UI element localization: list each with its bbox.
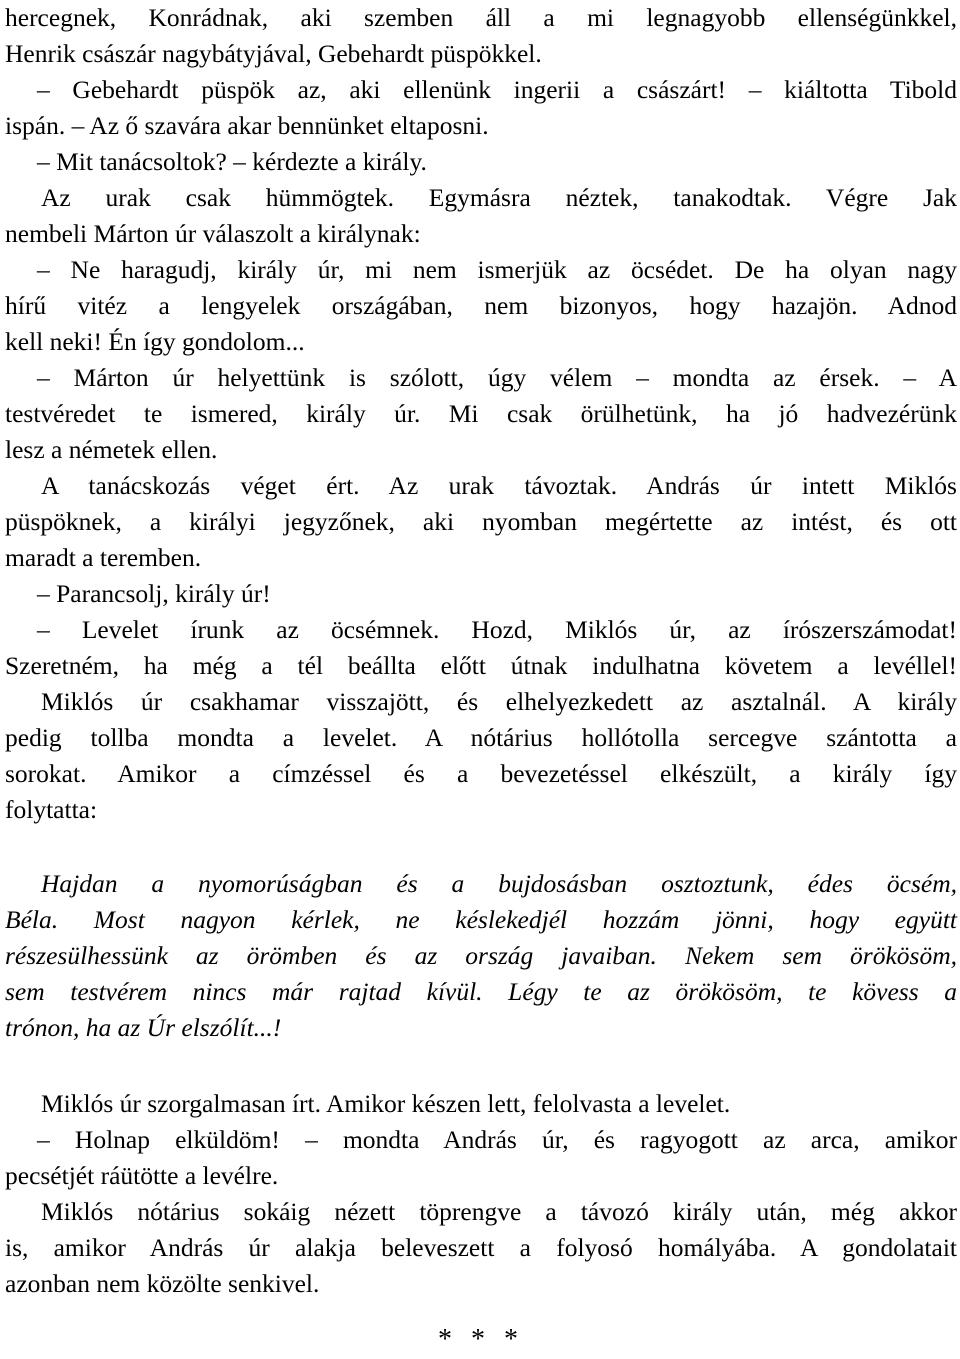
text-line: azonban nem közölte senkivel. (5, 1269, 320, 1298)
text-line: – Ne haragudj, király úr, mi nem ismerjük az öcsédet. De ha olyan nagy (37, 255, 957, 284)
section-separator: * * * (438, 1324, 524, 1355)
text-line: pedig tollba mondta a levelet. A nótárius hollótolla sercegve szántotta a (5, 723, 957, 752)
text-line: Miklós nótárius sokáig nézett töprengve a távozó király után, még akkor (41, 1197, 957, 1226)
letter-line: Hajdan a nyomorúságban és a bujdosásban osztoztunk, édes öcsém, (41, 869, 957, 898)
text-line: is, amikor András úr alakja beleveszett a folyosó homályába. A gondolatait (5, 1233, 957, 1262)
text-line: püspöknek, a királyi jegyzőnek, aki nyomban megértette az intést, és ott (5, 507, 957, 536)
letter-line: részesülhessünk az örömben és az ország javaiban. Nekem sem örökösöm, (5, 941, 957, 970)
text-line: ispán. – Az ő szavára akar bennünket eltaposni. (5, 111, 489, 140)
text-line: kell neki! Én így gondolom... (5, 327, 305, 356)
text-line: Szeretném, ha még a tél beállta előtt útnak indulhatna követem a levéllel! (5, 651, 957, 680)
text-line: lesz a németek ellen. (5, 435, 218, 464)
text-line: sorokat. Amikor a címzéssel és a bevezetéssel elkészült, a király így (5, 759, 957, 788)
letter-line: sem testvérem nincs már rajtad kívül. Légy te az örökösöm, te kövess a (5, 977, 957, 1006)
text-line: – Gebehardt püspök az, aki ellenünk ingerii a császárt! – kiáltotta Tibold (37, 75, 957, 104)
text-line: testvéredet te ismered, király úr. Mi csak örülhetünk, ha jó hadvezérünk (5, 399, 957, 428)
text-line: Henrik császár nagybátyjával, Gebehardt püspökkel. (5, 39, 542, 68)
text-line: A tanácskozás véget ért. Az urak távoztak. András úr intett Miklós (41, 471, 957, 500)
text-line: folytatta: (5, 795, 98, 824)
letter-line: Béla. Most nagyon kérlek, ne késlekedjél hozzám jönni, hogy együtt (5, 905, 957, 934)
text-line: Miklós úr szorgalmasan írt. Amikor készen lett, felolvasta a levelet. (41, 1089, 731, 1118)
text-line: hercegnek, Konrádnak, aki szemben áll a mi legnagyobb ellenségünkkel, (5, 3, 957, 32)
text-line: nembeli Márton úr válaszolt a királynak: (5, 219, 421, 248)
text-line: Az urak csak hümmögtek. Egymásra néztek, tanakodtak. Végre Jak (41, 183, 957, 212)
text-line: – Holnap elküldöm! – mondta András úr, és ragyogott az arca, amikor (37, 1125, 957, 1154)
letter-line: trónon, ha az Úr elszólít...! (5, 1013, 282, 1042)
text-line: – Levelet írunk az öcsémnek. Hozd, Miklós úr, az írószerszámodat! (37, 615, 957, 644)
text-line: maradt a teremben. (5, 543, 202, 572)
text-line: pecsétjét ráütötte a levélre. (5, 1161, 279, 1190)
text-line: – Mit tanácsoltok? – kérdezte a király. (37, 147, 427, 176)
text-line: hírű vitéz a lengyelek országában, nem bizonyos, hogy hazajön. Adnod (5, 291, 957, 320)
text-line: – Parancsolj, király úr! (37, 579, 271, 608)
text-line: – Márton úr helyettünk is szólott, úgy vélem – mondta az érsek. – A (37, 363, 957, 392)
text-line: Miklós úr csakhamar visszajött, és elhelyezkedett az asztalnál. A király (41, 687, 957, 716)
